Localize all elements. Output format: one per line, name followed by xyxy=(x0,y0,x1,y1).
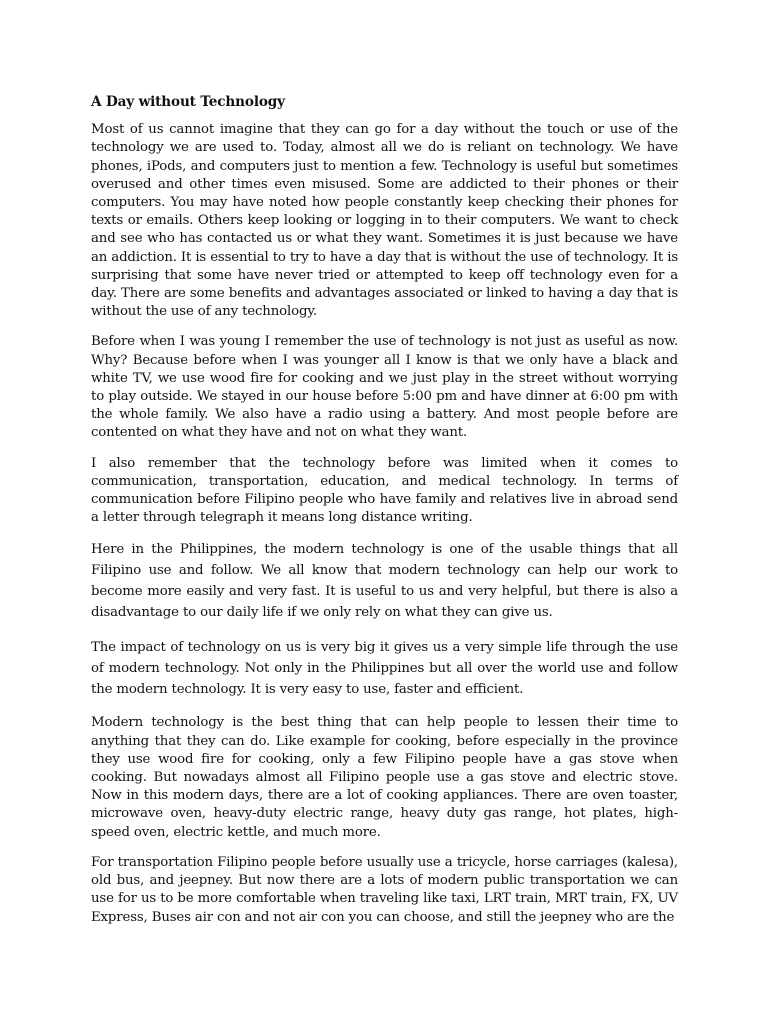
paragraph-3: I also remember that the technology before was limited when it comes to communication, transportation, education, and medical technology. In terms of communication before Filipino people who have family and relatives live in abroad send a letter through telegraph it means long distance writing. xyxy=(91,455,678,526)
paragraph-1: Most of us cannot imagine that they can go for a day without the touch or use of the technology we are used to. Today, almost all we do is reliant on technology. We have phones, iPods, and computers just to mention a few. Technology is useful but sometimes overused and other times even misused. Some are addicted to their phones or their computers. You may have noted how people constantly keep checking their phones for texts or emails. Others keep looking or logging in to their computers. We want to check and see who has contacted us or what they want. Sometimes it is just because we have an addiction. It is essential to try to have a day that is without the use of technology. It is surprising that some have never tried or attempted to keep off technology even for a day. There are some benefits and advantages associated or linked to having a day that is without the use of any technology. xyxy=(91,122,678,320)
paragraph-2: Before when I was young I remember the use of technology is not just as useful as now. Why? Because before when I was younger all I know is that we only have a black and white TV, we use wood fire for cooking and we just play in the street without worrying to play outside. We stayed in our house before 5:00 pm and have dinner at 6:00 pm with the whole family. We also have a radio using a battery. And most people before are contented on what they have and not on what they want. xyxy=(91,334,678,441)
document-body xyxy=(91,93,678,939)
document-title: A Day without Technology xyxy=(91,94,285,110)
paragraph-4: Here in the Philippines, the modern technology is one of the usable things that all Filipino use and follow. We all know that modern technology can help our work to become more easily and very fast. It is useful to us and very helpful, but there is also a disadvantage to our daily life if we only rely on what they can give us. xyxy=(91,542,678,621)
paragraph-6: Modern technology is the best thing that can help people to lessen their time to anything that they can do. Like example for cooking, before especially in the province they use wood fire for cooking, only a few Filipino people have a gas stove when cooking. But nowadays almost all Filipino people use a gas stove and electric stove. Now in this modern days, there are a lot of cooking appliances. There are oven toaster, microwave oven, heavy-duty electric range, heavy duty gas range, hot plates, high-speed oven, electric kettle, and much more. xyxy=(91,715,678,840)
paragraph-5: The impact of technology on us is very big it gives us a very simple life through the use of modern technology. Not only in the Philippines but all over the world use and follow the modern technology. It is very easy to use, faster and efficient. xyxy=(91,640,678,698)
paragraph-7: For transportation Filipino people before usually use a tricycle, horse carriages (kalesa), old bus, and jeepney. But now there are a lots of modern public transportation we can use for us to be more comfortable when traveling like taxi, LRT train, MRT train, FX, UV Express, Buses air con and not air con you can choose, and still the jeepney who are the xyxy=(91,854,678,925)
